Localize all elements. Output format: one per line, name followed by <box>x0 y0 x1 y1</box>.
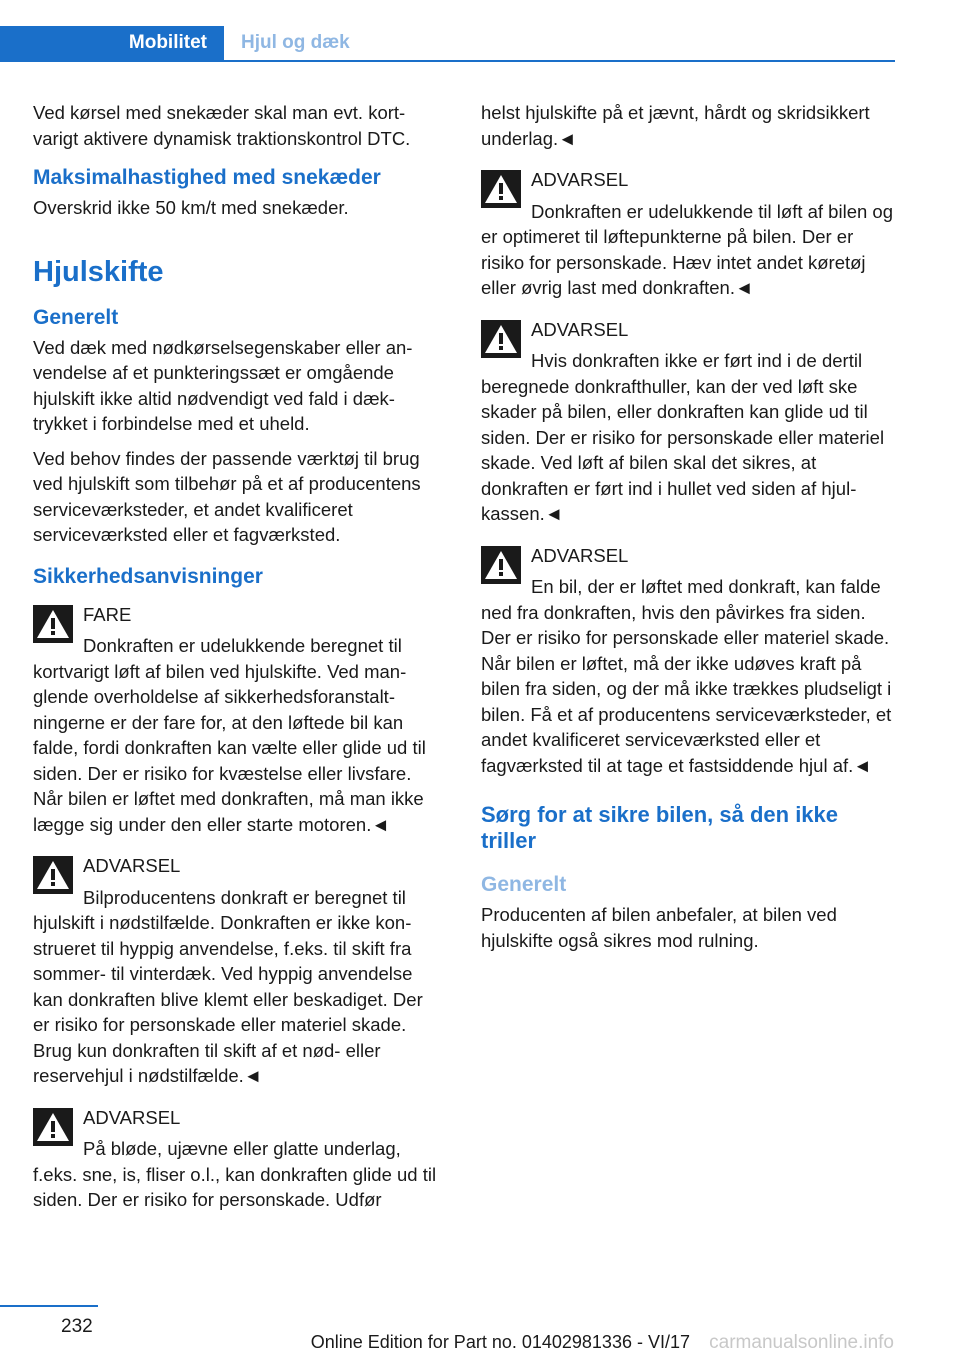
page-number: 232 <box>61 1316 93 1337</box>
warning-block <box>33 853 443 1089</box>
intro-paragraph: Ved kørsel med snekæder skal man evt. kortvarigt aktivere dynamisk traktionskontrol DTC. <box>33 102 411 149</box>
header-rule <box>0 60 895 62</box>
warning-block <box>481 543 896 779</box>
warning-triangle-icon <box>33 856 73 894</box>
warning-title: ADVARSEL <box>531 544 629 566</box>
warning-triangle-icon <box>481 546 521 584</box>
warning-block <box>481 317 896 527</box>
warning-triangle-icon <box>481 170 521 208</box>
generelt-paragraph-1: Ved dæk med nødkørselsegenskaber eller anvendelse af et punkteringssæt er omgående hjulskift ikke altid nødvendigt ved fald i dæktrykket i forbindelse med et uheld. <box>33 336 413 434</box>
left-column <box>33 100 443 1223</box>
heading-generelt: Generelt <box>33 305 119 329</box>
secure-vehicle-paragraph: Producenten af bilen anbefaler, at bilen ved hjulskifte også sikres mod rulning. <box>481 904 837 951</box>
continued-paragraph: helst hjulskifte på et jævnt, hårdt og skridsikkert underlag.◄ <box>481 102 870 149</box>
edition-text: Online Edition for Part no. 01402981336 - VI/17 <box>310 1332 690 1352</box>
warning-block <box>33 602 443 838</box>
heading-safety: Sikkerhedsanvisninger <box>33 564 263 588</box>
warning-block <box>481 167 896 301</box>
tab-hjul-og-daek[interactable]: Hjul og dæk <box>241 32 350 53</box>
warning-title: ADVARSEL <box>531 169 629 190</box>
warning-text: En bil, der er løftet med donkraft, kan falde ned fra donkraften, hvis den påvirkes fra siden. Der er risiko for personskade eller materiel skade. Når bilen er løftet, må der ikke udøves kraft på bilen fra siden, og der må ikke trækkes pludseligt i bilen. Få et af producentens serviceværksteder, et andet kvalificeret serviceværksted eller et fagværksted til at tage et fastsiddende hjul af.◄ <box>481 576 892 776</box>
footer-rule <box>0 1305 98 1307</box>
right-column <box>481 100 896 962</box>
generelt-paragraph-2: Ved behov findes der passende værktøj til brug ved hjulskift som tilbehør på et af producentens serviceværksteder, et andet kvalificeret serviceværksted eller et fagværksted. <box>33 447 421 545</box>
warning-text: Donkraften er udelukkende til løft af bilen og er optimeret til løftepunkterne på bilen. Der er risiko for personskade. Hæv intet andet køretøj eller øvrig last med donkraften.◄ <box>481 200 893 298</box>
tab-mobilitet[interactable]: Mobilitet <box>0 26 224 62</box>
warning-title: ADVARSEL <box>83 1106 181 1128</box>
warning-text: Bilproducentens donkraft er beregnet til hjulskift i nødstilfælde. Donkraften er ikke konstrueret til hyppig anvendelse, f.eks. til skift fra sommer- til vinterdæk. Ved hyppig anvendelse kan donkraften blive klemt eller beskadiget. Der er risiko for personskade eller materiel skade. Brug kun donkraften til skift af et nød- eller reservehjul i nødstilfælde.◄ <box>33 886 423 1086</box>
subheading-generelt: Generelt <box>481 873 567 896</box>
page-title: Hjulskifte <box>33 255 164 288</box>
warning-triangle-icon <box>33 1108 73 1146</box>
warning-block <box>33 1105 443 1213</box>
watermark-text: carmanualsonline.info <box>709 1332 894 1353</box>
warning-title: ADVARSEL <box>531 318 629 340</box>
warning-title: ADVARSEL <box>83 855 181 876</box>
heading-secure-vehicle: Sørg for at sikre bilen, så den ikke triller <box>481 802 839 853</box>
heading-max-speed: Maksimalhastighed med snekæder <box>33 166 381 189</box>
warning-triangle-icon <box>481 320 521 358</box>
max-speed-paragraph: Overskrid ikke 50 km/t med snekæder. <box>33 197 349 218</box>
warning-text: Donkraften er udelukkende beregnet til kortvarigt løft af bilen ved hjulskifte. Ved manglende overholdelse af sikkerhedsforanstaltningerne er der fare for, at den løftede bil kan falde, fordi donkraften kan vælte eller glide ud til siden. Der er risiko for kvæstelse eller livsfare. Når bilen er løftet med donkraften, må man ikke lægge sig under den eller starte motoren.◄ <box>33 635 426 835</box>
warning-text: Hvis donkraften ikke er ført ind i de dertil beregnede donkrafthuller, kan der ved løft ske skader på bilen, eller donkraften kan glide ud til siden. Der er risiko for personskade eller materiel skade. Ved løft af bilen skal det sikres, at donkraften er ført ind i hullet ved siden af hjulkassen.◄ <box>481 350 885 524</box>
warning-triangle-icon <box>33 605 73 643</box>
warning-title: FARE <box>83 603 132 625</box>
header-tabbar <box>0 26 895 62</box>
warning-text: På bløde, ujævne eller glatte underlag, f.eks. sne, is, fliser o.l., kan donkraften glide ud til siden. Der er risiko for personskade. Udfør <box>33 1138 437 1210</box>
